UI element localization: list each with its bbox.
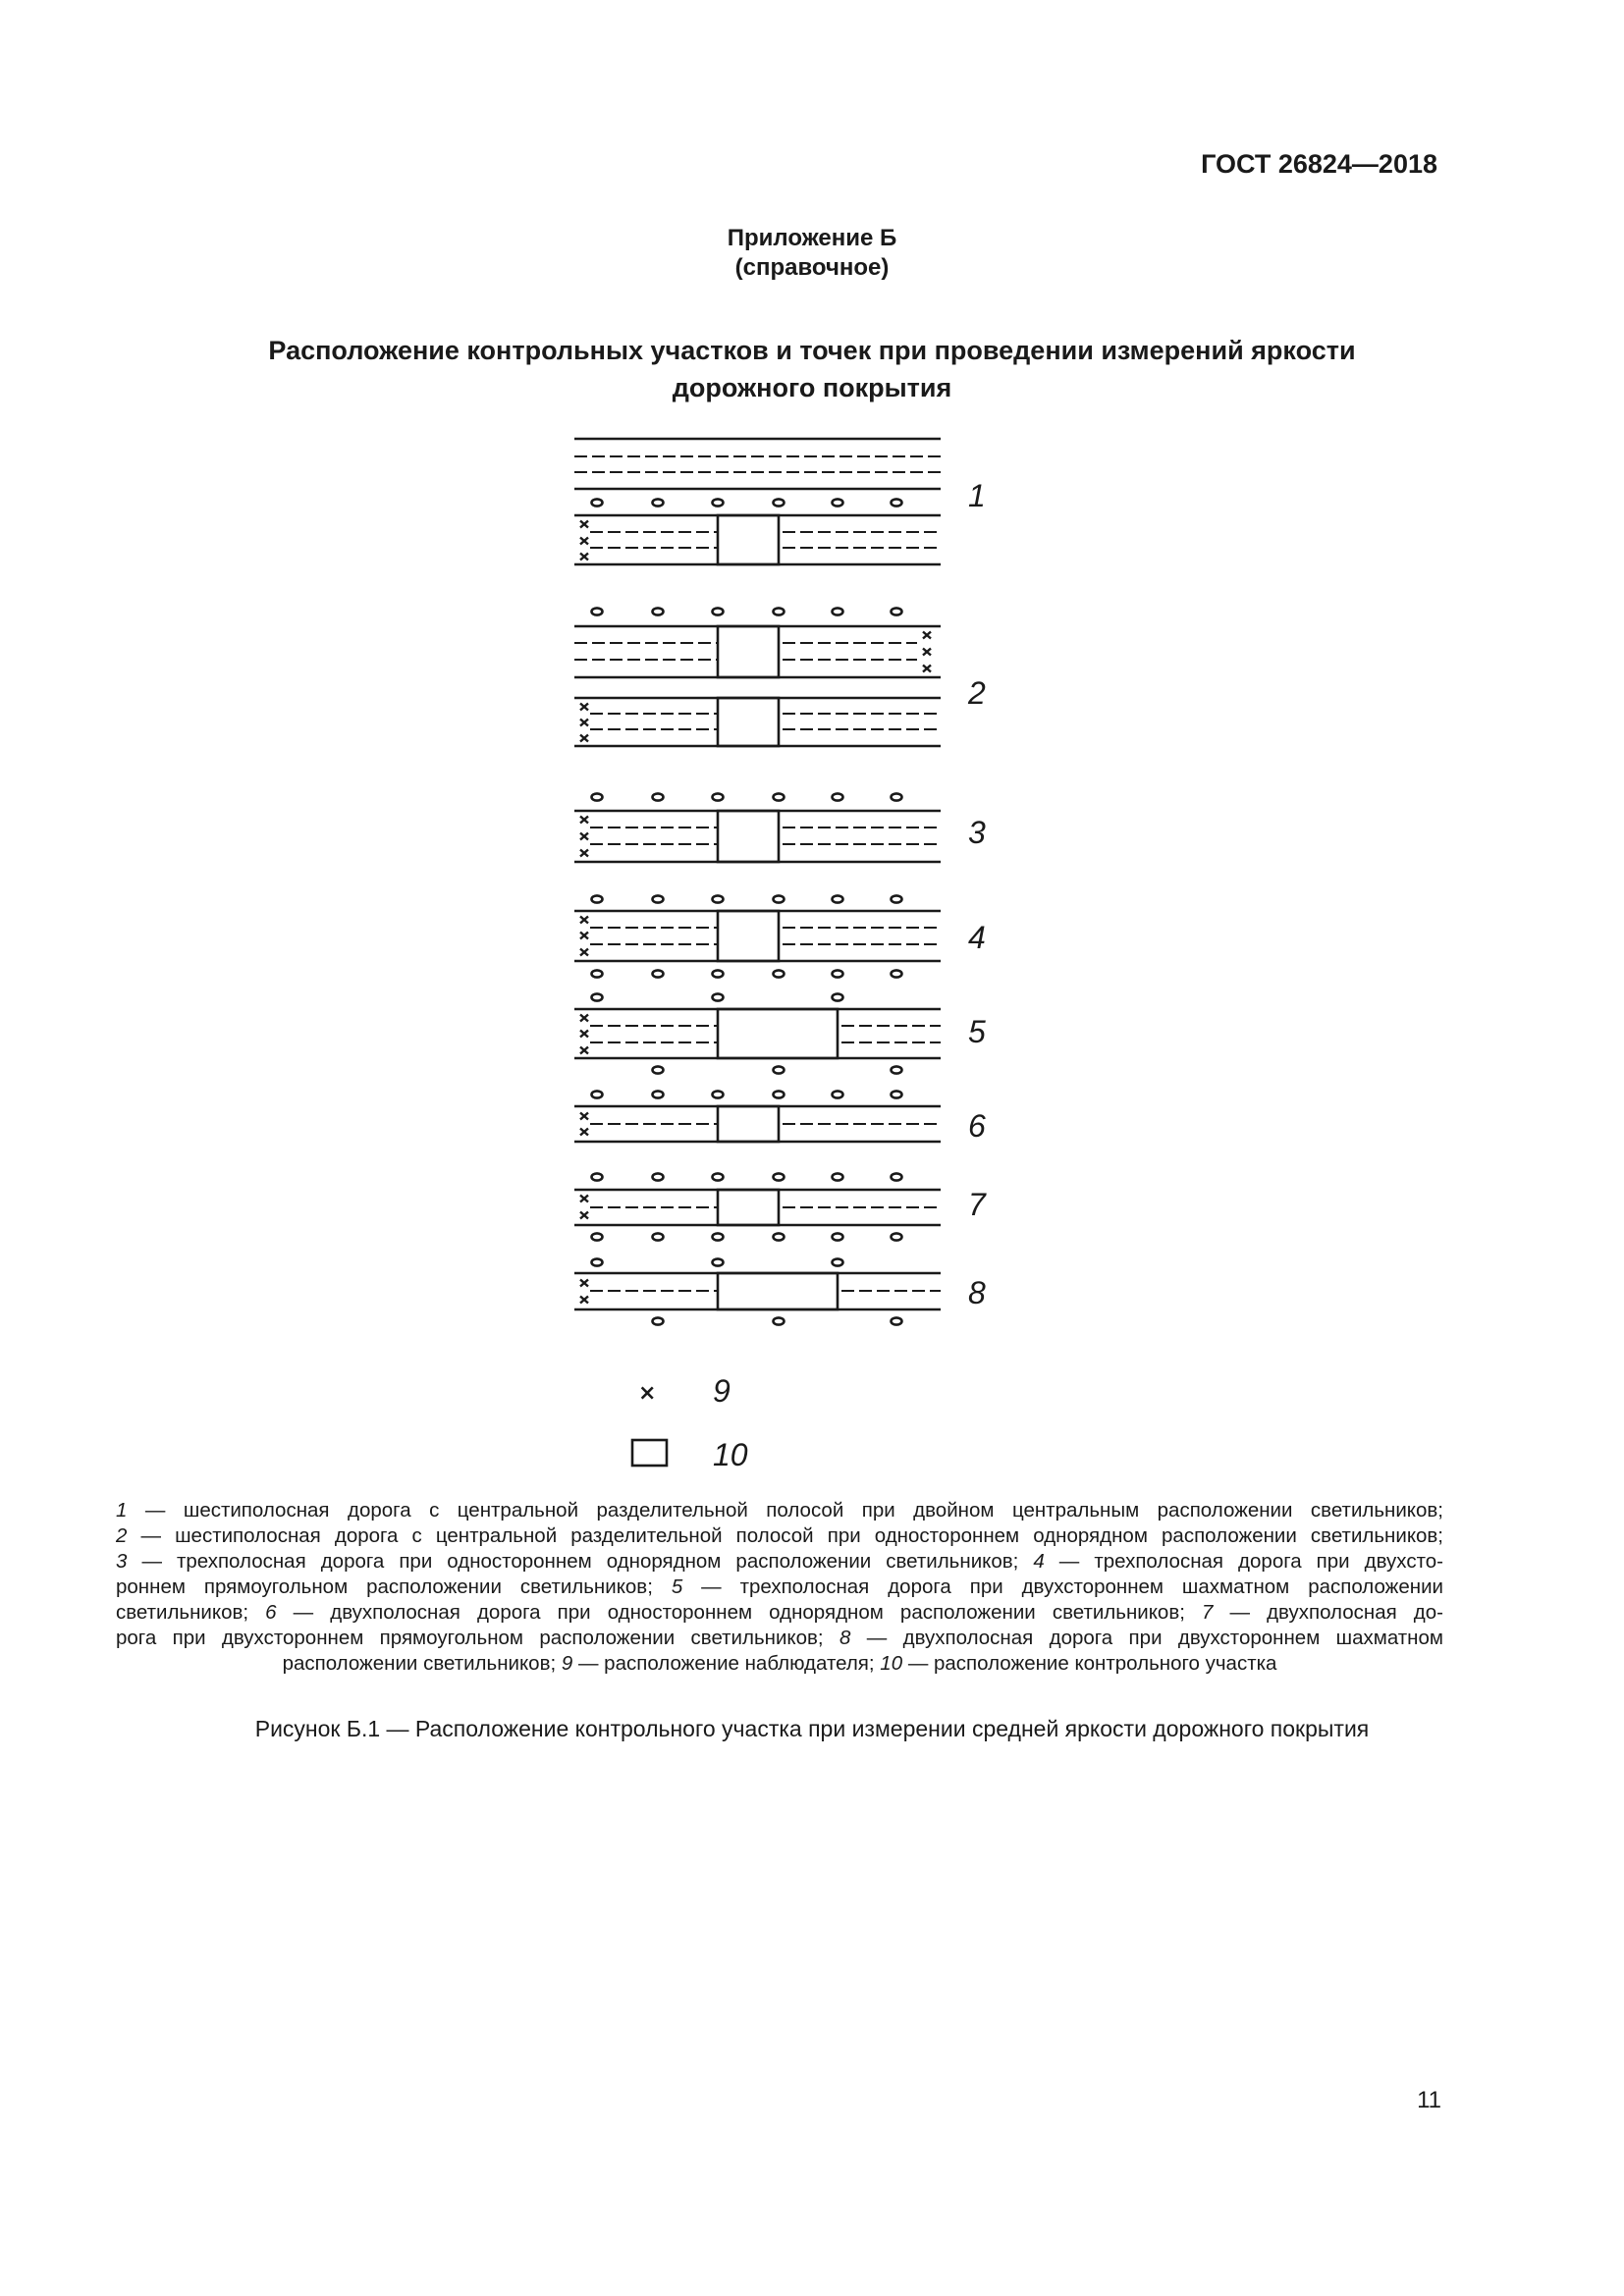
observer-marker <box>580 521 588 528</box>
legend-line: светильников; 6 — двухполосная дорога при одностороннем однорядном расположении светильников; 7 — двухполосная до- <box>116 1601 1443 1624</box>
luminaire-marker <box>892 970 902 977</box>
diagram-number-6: 6 <box>968 1108 986 1144</box>
control-area-legend-number: 10 <box>713 1437 748 1472</box>
observer-marker <box>923 649 931 656</box>
luminaire-marker <box>592 499 603 506</box>
observer-marker <box>580 1280 588 1287</box>
observer-marker <box>580 538 588 545</box>
title-line-2: дорожного покрытия <box>672 373 952 402</box>
luminaire-marker <box>592 1173 603 1180</box>
observer-marker <box>580 833 588 840</box>
luminaire-marker <box>713 1233 724 1240</box>
observer-marker <box>580 1047 588 1054</box>
diagram-number-3: 3 <box>968 815 986 850</box>
title-line-1: Расположение контрольных участков и точек при проведении измерений яркости <box>268 336 1356 365</box>
luminaire-marker <box>592 895 603 902</box>
observer-marker <box>580 1031 588 1038</box>
control-area <box>718 1009 838 1058</box>
luminaire-marker <box>713 793 724 800</box>
control-area <box>718 515 779 564</box>
luminaire-marker <box>713 970 724 977</box>
control-area <box>718 1190 779 1225</box>
luminaire-marker <box>833 793 843 800</box>
luminaire-marker <box>774 970 785 977</box>
luminaire-marker <box>774 793 785 800</box>
diagram-number-5: 5 <box>968 1014 986 1049</box>
diagram-number-4: 4 <box>968 920 986 955</box>
standard-number: ГОСТ 26824—2018 <box>1201 149 1437 179</box>
luminaire-marker <box>774 499 785 506</box>
luminaire-marker <box>892 793 902 800</box>
legend-line: расположении светильников; 9 — расположение наблюдателя; 10 — расположение контрольного участка <box>282 1652 1277 1675</box>
legend-line: 1 — шестиполосная дорога с центральной разделительной полосой при двойном центральным расположении светильников; <box>116 1499 1443 1522</box>
luminaire-marker <box>653 1173 664 1180</box>
luminaire-marker <box>713 895 724 902</box>
luminaire-marker <box>833 1173 843 1180</box>
luminaire-marker <box>592 970 603 977</box>
observer-marker <box>580 917 588 924</box>
control-area-legend-symbol <box>632 1440 667 1466</box>
observer-marker <box>580 554 588 561</box>
control-area <box>718 626 779 677</box>
control-area <box>718 1106 779 1142</box>
observer-marker <box>580 949 588 956</box>
observer-marker <box>580 1015 588 1022</box>
luminaire-marker <box>653 1233 664 1240</box>
page-number: 11 <box>1417 2087 1441 2113</box>
observer-marker <box>580 933 588 939</box>
observer-marker <box>923 666 931 672</box>
luminaire-marker <box>892 1091 902 1097</box>
diagram-number-7: 7 <box>968 1187 986 1222</box>
observer-marker <box>580 1196 588 1202</box>
luminaire-marker <box>833 895 843 902</box>
legend-line: рога при двухстороннем прямоугольном расположении светильников; 8 — двухполосная дорога при двухстороннем шахматном <box>116 1627 1444 1649</box>
luminaire-marker <box>892 895 902 902</box>
luminaire-marker <box>774 1066 785 1073</box>
luminaire-marker <box>892 499 902 506</box>
luminaire-marker <box>892 1233 902 1240</box>
luminaire-marker <box>774 1233 785 1240</box>
diagram-number-8: 8 <box>968 1275 986 1310</box>
diagram-number-2: 2 <box>968 675 986 711</box>
luminaire-marker <box>653 970 664 977</box>
observer-marker <box>580 720 588 726</box>
luminaire-marker <box>592 1233 603 1240</box>
luminaire-marker <box>713 993 724 1000</box>
luminaire-marker <box>713 499 724 506</box>
luminaire-marker <box>774 608 785 614</box>
legend-line: 2 — шестиполосная дорога с центральной разделительной полосой при одностороннем однорядном расположении светильников; <box>116 1524 1444 1547</box>
luminaire-marker <box>653 608 664 614</box>
luminaire-marker <box>774 1173 785 1180</box>
luminaire-marker <box>653 793 664 800</box>
luminaire-marker <box>592 1258 603 1265</box>
luminaire-marker <box>592 993 603 1000</box>
luminaire-marker <box>833 608 843 614</box>
appendix-label: Приложение Б <box>727 225 897 251</box>
luminaire-marker <box>592 608 603 614</box>
observer-marker <box>580 817 588 824</box>
appendix-type: (справочное) <box>734 254 890 281</box>
observer-marker <box>923 632 931 639</box>
observer-marker <box>580 704 588 711</box>
luminaire-marker <box>774 1091 785 1097</box>
observer-marker <box>580 850 588 857</box>
observer-marker <box>580 1113 588 1120</box>
luminaire-marker <box>774 1317 785 1324</box>
observer-marker <box>580 1129 588 1136</box>
luminaire-marker <box>892 1173 902 1180</box>
control-area <box>718 698 779 746</box>
luminaire-marker <box>892 1066 902 1073</box>
luminaire-marker <box>592 793 603 800</box>
diagram-number-1: 1 <box>968 478 986 513</box>
luminaire-marker <box>833 499 843 506</box>
luminaire-marker <box>653 1066 664 1073</box>
luminaire-marker <box>713 1091 724 1097</box>
luminaire-marker <box>592 1091 603 1097</box>
figure-caption: Рисунок Б.1 — Расположение контрольного участка при измерении средней яркости дорожного покрытия <box>254 1716 1370 1741</box>
luminaire-marker <box>653 499 664 506</box>
luminaire-marker <box>713 608 724 614</box>
luminaire-marker <box>833 1233 843 1240</box>
luminaire-marker <box>653 1091 664 1097</box>
observer-legend-symbol: × <box>638 1381 657 1406</box>
control-area <box>718 911 779 961</box>
luminaire-marker <box>713 1258 724 1265</box>
luminaire-marker <box>653 1317 664 1324</box>
control-area <box>718 811 779 862</box>
legend-line: 3 — трехполосная дорога при одностороннем однорядном расположении светильников; 4 — трехполосная дорога при двухсто- <box>116 1550 1443 1573</box>
observer-marker <box>580 735 588 742</box>
observer-marker <box>580 1212 588 1219</box>
luminaire-marker <box>892 1317 902 1324</box>
luminaire-marker <box>892 608 902 614</box>
legend-line: роннем прямоугольном расположении светильников; 5 — трехполосная дорога при двухстороннем шахматном расположении <box>116 1575 1443 1598</box>
control-area <box>718 1273 838 1309</box>
observer-marker <box>580 1297 588 1304</box>
luminaire-marker <box>833 970 843 977</box>
luminaire-marker <box>833 1258 843 1265</box>
luminaire-marker <box>833 1091 843 1097</box>
luminaire-marker <box>833 993 843 1000</box>
luminaire-marker <box>774 895 785 902</box>
luminaire-marker <box>713 1173 724 1180</box>
luminaire-marker <box>653 895 664 902</box>
observer-legend-number: 9 <box>713 1373 731 1409</box>
figure-legend <box>116 1498 1443 1677</box>
